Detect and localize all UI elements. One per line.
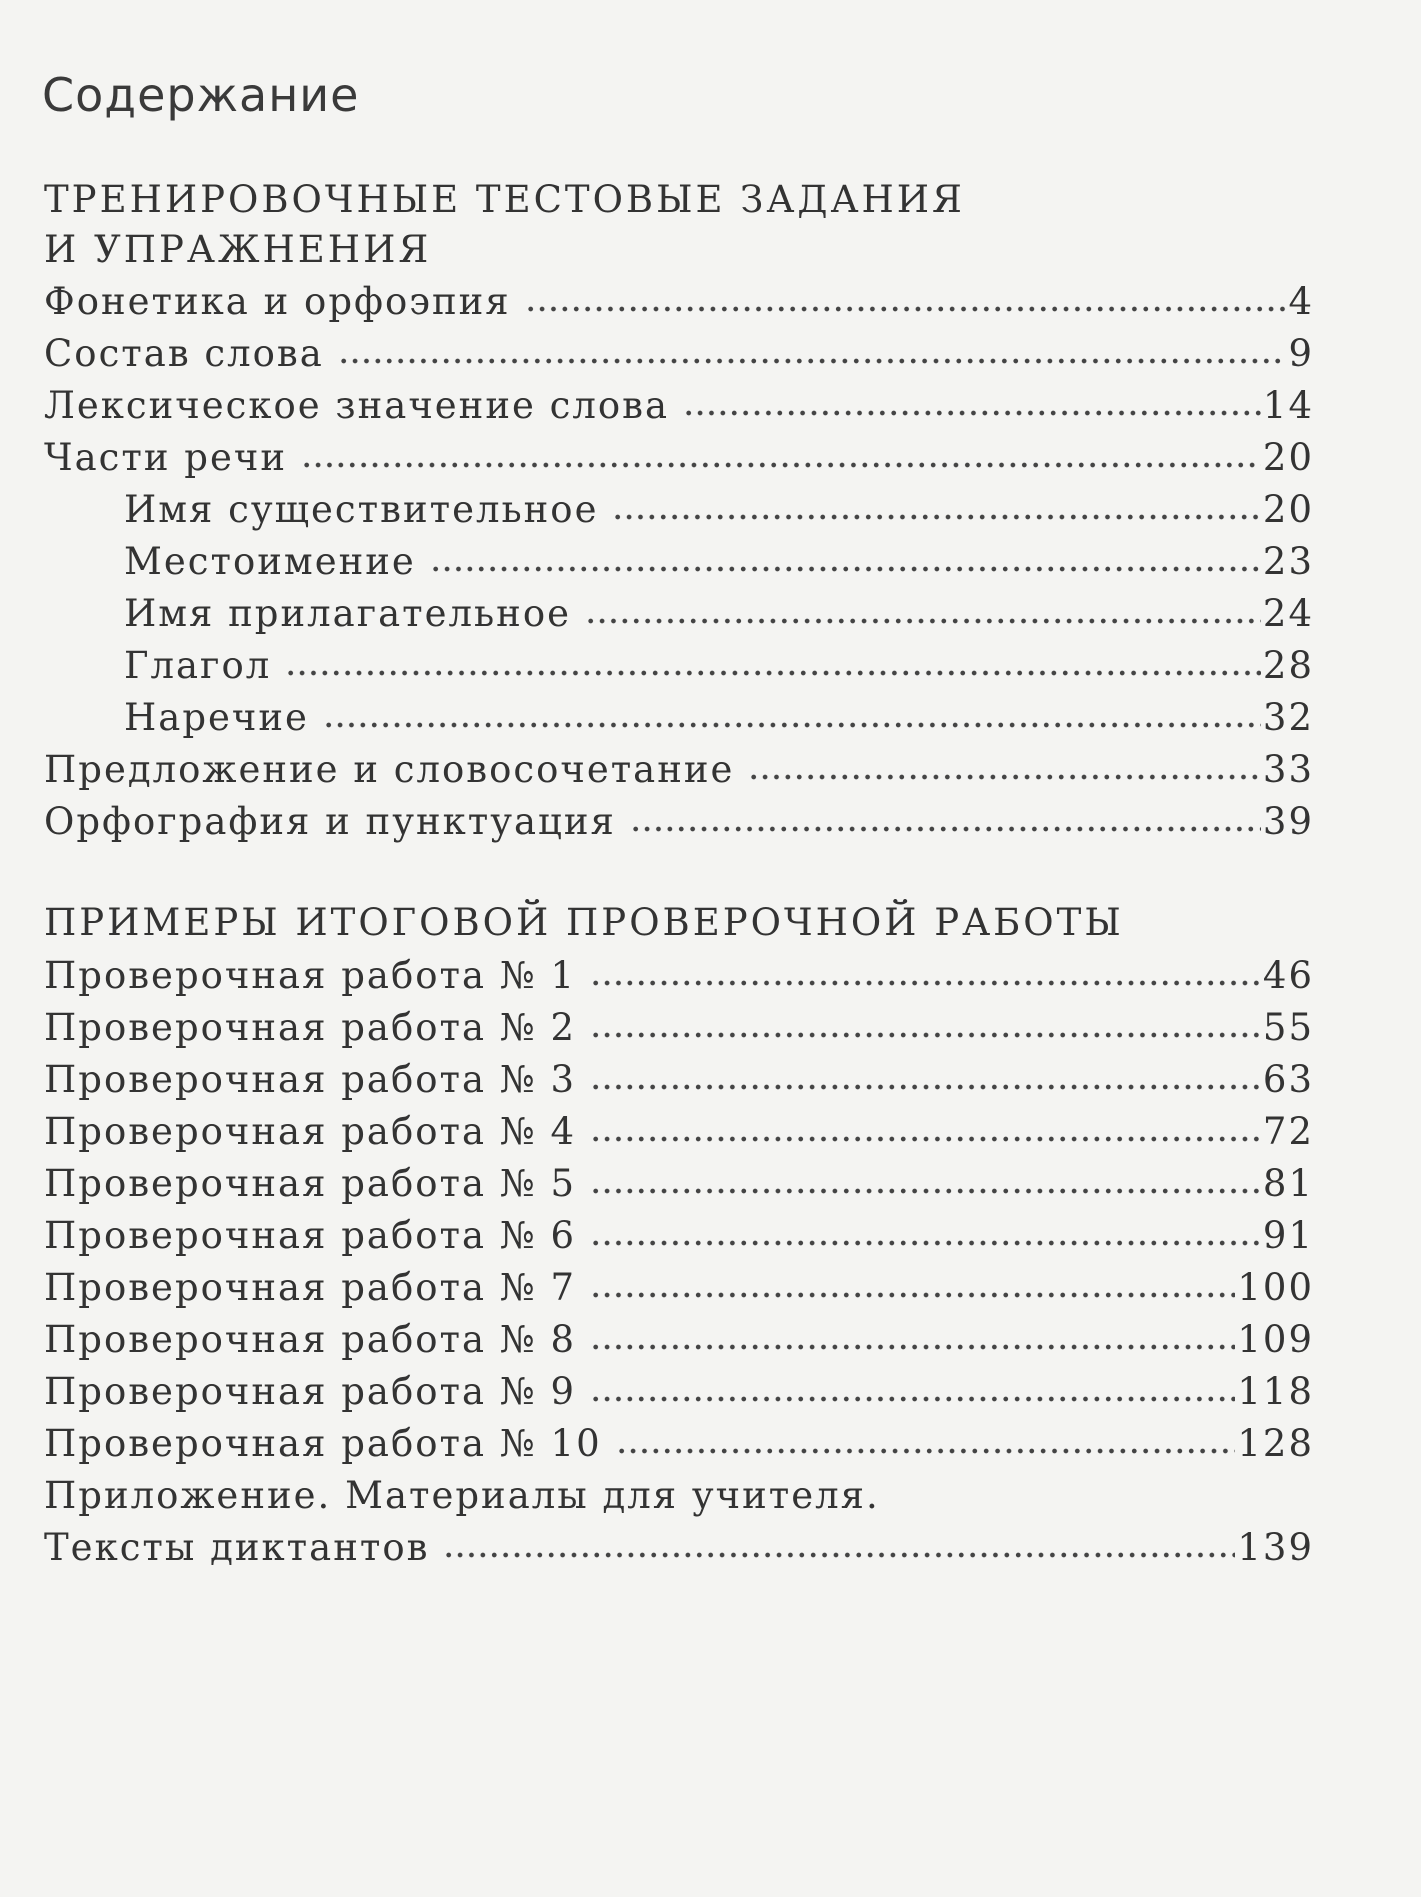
toc-entry-page: 20 bbox=[1262, 488, 1314, 531]
dot-leader bbox=[590, 1082, 1261, 1092]
toc-entry-page: 20 bbox=[1262, 436, 1314, 479]
dot-leader bbox=[301, 460, 1261, 470]
toc-entry-label: Проверочная работа № 9 bbox=[44, 1370, 577, 1413]
toc-entry[interactable] bbox=[44, 950, 1314, 1002]
toc-entry-page: 55 bbox=[1262, 1006, 1314, 1049]
toc-subentry[interactable] bbox=[124, 484, 1314, 536]
toc-entry-page: 81 bbox=[1262, 1162, 1314, 1205]
toc-entry[interactable] bbox=[44, 796, 1314, 848]
toc-entry[interactable] bbox=[44, 432, 1314, 484]
dot-leader bbox=[590, 1342, 1235, 1352]
toc-entry-page: 128 bbox=[1237, 1422, 1314, 1465]
toc-entry[interactable] bbox=[44, 276, 1314, 328]
dot-leader bbox=[285, 668, 1261, 678]
toc-entry-label: Тексты диктантов bbox=[44, 1526, 430, 1569]
toc-entry-label: Проверочная работа № 4 bbox=[44, 1110, 577, 1153]
toc-entry[interactable] bbox=[44, 1054, 1314, 1106]
toc-entry-page: 9 bbox=[1288, 332, 1314, 375]
dot-leader bbox=[525, 304, 1287, 314]
toc-entry-page: 118 bbox=[1237, 1370, 1314, 1413]
toc-entry-page: 28 bbox=[1262, 644, 1314, 687]
toc-entry-label: Проверочная работа № 3 bbox=[44, 1058, 577, 1101]
toc-entry-label: Проверочная работа № 6 bbox=[44, 1214, 577, 1257]
toc-entry[interactable] bbox=[44, 1262, 1314, 1314]
toc-entry-page: 139 bbox=[1237, 1526, 1314, 1569]
toc-entry-label: Проверочная работа № 1 bbox=[44, 954, 577, 997]
dot-leader bbox=[430, 564, 1261, 574]
dot-leader bbox=[443, 1550, 1235, 1560]
dot-leader bbox=[630, 824, 1261, 834]
toc-entry-page: 91 bbox=[1262, 1214, 1314, 1257]
section-heading-training-line1: ТРЕНИРОВОЧНЫЕ ТЕСТОВЫЕ ЗАДАНИЯ bbox=[44, 178, 965, 221]
toc-entry-label: Лексическое значение слова bbox=[44, 384, 670, 427]
toc-entry-label: Предложение и словосочетание bbox=[44, 748, 735, 791]
toc-entry-label: Состав слова bbox=[44, 332, 324, 375]
toc-entry-label: Проверочная работа № 2 bbox=[44, 1006, 577, 1049]
dot-leader bbox=[590, 1238, 1261, 1248]
toc-entry[interactable] bbox=[44, 328, 1314, 380]
toc-entry[interactable] bbox=[44, 1158, 1314, 1210]
dot-leader bbox=[590, 1134, 1261, 1144]
dot-leader bbox=[683, 408, 1261, 418]
toc-entry-page: 23 bbox=[1262, 540, 1314, 583]
dot-leader bbox=[590, 1394, 1235, 1404]
toc-entry[interactable] bbox=[44, 1522, 1314, 1574]
toc-entry-page: 63 bbox=[1262, 1058, 1314, 1101]
toc-entry-label: Наречие bbox=[124, 696, 309, 739]
toc-entry[interactable] bbox=[44, 1366, 1314, 1418]
toc-entry[interactable] bbox=[44, 744, 1314, 796]
toc-entry[interactable] bbox=[44, 1418, 1314, 1470]
toc-entry-label: Части речи bbox=[44, 436, 287, 479]
toc-entry-label: Имя прилагательное bbox=[124, 592, 572, 635]
dot-leader bbox=[590, 1030, 1261, 1040]
toc-subentry[interactable] bbox=[124, 536, 1314, 588]
toc-entry[interactable] bbox=[44, 1314, 1314, 1366]
toc-entry-page: 100 bbox=[1237, 1266, 1314, 1309]
toc-entry-label: Проверочная работа № 5 bbox=[44, 1162, 577, 1205]
dot-leader bbox=[338, 356, 1287, 366]
dot-leader bbox=[590, 1186, 1261, 1196]
toc-entry-page: 39 bbox=[1262, 800, 1314, 843]
toc-entry-page: 32 bbox=[1262, 696, 1314, 739]
section-heading-training-line2: И УПРАЖНЕНИЯ bbox=[44, 228, 432, 271]
dot-leader bbox=[748, 772, 1260, 782]
toc-entry-label: Проверочная работа № 7 bbox=[44, 1266, 577, 1309]
toc-entry-label: Имя существительное bbox=[124, 488, 599, 531]
toc-entry[interactable] bbox=[44, 1106, 1314, 1158]
dot-leader bbox=[616, 1446, 1236, 1456]
appendix-heading: Приложение. Материалы для учителя. bbox=[44, 1474, 880, 1517]
toc-entry-page: 33 bbox=[1262, 748, 1314, 791]
toc-entry-page: 46 bbox=[1262, 954, 1314, 997]
toc-subentry[interactable] bbox=[124, 588, 1314, 640]
toc-subentry[interactable] bbox=[124, 692, 1314, 744]
toc-subentry[interactable] bbox=[124, 640, 1314, 692]
section-heading-final-tests: ПРИМЕРЫ ИТОГОВОЙ ПРОВЕРОЧНОЙ РАБОТЫ bbox=[44, 901, 1124, 944]
dot-leader bbox=[590, 978, 1261, 988]
page-title: Содержание bbox=[42, 68, 360, 122]
dot-leader bbox=[590, 1290, 1235, 1300]
toc-entry-page: 24 bbox=[1262, 592, 1314, 635]
toc-entry[interactable] bbox=[44, 380, 1314, 432]
toc-entry-label: Проверочная работа № 10 bbox=[44, 1422, 602, 1465]
toc-entry-page: 109 bbox=[1237, 1318, 1314, 1361]
toc-entry-label: Местоимение bbox=[124, 540, 416, 583]
toc-entry-page: 4 bbox=[1288, 280, 1314, 323]
toc-entry[interactable] bbox=[44, 1002, 1314, 1054]
toc-entry-page: 14 bbox=[1262, 384, 1314, 427]
dot-leader bbox=[612, 512, 1260, 522]
dot-leader bbox=[585, 616, 1261, 626]
toc-entry-page: 72 bbox=[1262, 1110, 1314, 1153]
toc-entry-label: Глагол bbox=[124, 644, 272, 687]
toc-entry-label: Проверочная работа № 8 bbox=[44, 1318, 577, 1361]
toc-entry[interactable] bbox=[44, 1210, 1314, 1262]
toc-entry-label: Орфография и пунктуация bbox=[44, 800, 616, 843]
toc-entry-label: Фонетика и орфоэпия bbox=[44, 280, 511, 323]
dot-leader bbox=[323, 720, 1261, 730]
